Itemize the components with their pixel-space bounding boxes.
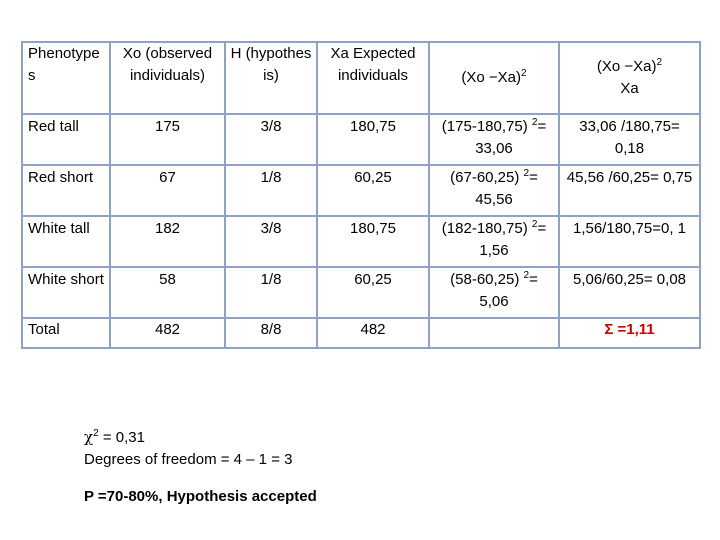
cell-diff-value: = 1,56 <box>479 220 547 259</box>
cell-h: 3/8 <box>225 114 317 165</box>
cell-diff-value: = 45,56 <box>475 169 538 208</box>
total-xa: 482 <box>317 318 429 348</box>
chi-square-notes <box>84 426 292 471</box>
header-h: H (hypothes is) <box>225 42 317 114</box>
cell-h: 3/8 <box>225 216 317 267</box>
total-label: Total <box>22 318 110 348</box>
header-phenotype: Phenotype s <box>22 42 110 114</box>
chi-value: = 0,31 <box>98 429 145 446</box>
cell-h: 1/8 <box>225 165 317 216</box>
total-h: 8/8 <box>225 318 317 348</box>
header-xo: Xo (observed individuals) <box>110 42 225 114</box>
cell-xa: 180,75 <box>317 216 429 267</box>
header-xa: Xa Expected individuals <box>317 42 429 114</box>
total-row <box>22 318 700 348</box>
cell-xo: 175 <box>110 114 225 165</box>
cell-diff-value: = 33,06 <box>475 118 547 157</box>
header-ratio-num: (Xo −Xa) <box>596 58 657 75</box>
cell-xo: 182 <box>110 216 225 267</box>
chi-exp: 2 <box>93 428 99 439</box>
table-row <box>22 216 700 267</box>
cell-ratio: 33,06 /180,75= 0,18 <box>559 114 700 165</box>
header-diff-squared <box>429 42 559 114</box>
cell-diff-squared <box>429 267 559 318</box>
cell-ratio: 1,56/180,75=0, 1 <box>559 216 700 267</box>
cell-diff-exp: 2 <box>523 270 530 281</box>
cell-xo: 67 <box>110 165 225 216</box>
cell-phenotype: Red short <box>22 165 110 216</box>
cell-xa: 60,25 <box>317 267 429 318</box>
cell-diff-exp: 2 <box>523 168 530 179</box>
cell-diff-exp: 2 <box>531 219 538 230</box>
chi-symbol: χ <box>84 428 94 446</box>
header-row <box>22 42 700 114</box>
p-value-conclusion: P =70-80%, Hypothesis accepted <box>84 488 317 505</box>
chi-sum: Σ =1,11 <box>559 318 700 348</box>
cell-ratio: 5,06/60,25= 0,08 <box>559 267 700 318</box>
cell-diff-squared <box>429 165 559 216</box>
total-xo: 482 <box>110 318 225 348</box>
cell-diff-expr: (67-60,25) <box>450 169 520 186</box>
cell-h: 1/8 <box>225 267 317 318</box>
cell-diff-value: = 5,06 <box>479 271 538 310</box>
cell-xa: 180,75 <box>317 114 429 165</box>
cell-phenotype: White short <box>22 267 110 318</box>
cell-xa: 60,25 <box>317 165 429 216</box>
cell-diff-expr: (58-60,25) <box>450 271 520 288</box>
cell-diff-squared <box>429 216 559 267</box>
chi-square-result <box>84 426 292 449</box>
total-diff-squared <box>429 318 559 348</box>
cell-phenotype: Red tall <box>22 114 110 165</box>
cell-phenotype: White tall <box>22 216 110 267</box>
header-diff-squared-text: (Xo −Xa) <box>461 69 522 86</box>
cell-diff-squared <box>429 114 559 165</box>
cell-diff-expr: (182-180,75) <box>441 220 528 237</box>
table-row <box>22 114 700 165</box>
table-row <box>22 267 700 318</box>
cell-ratio: 45,56 /60,25= 0,75 <box>559 165 700 216</box>
header-ratio-exp: 2 <box>656 57 663 68</box>
cell-diff-expr: (175-180,75) <box>441 118 528 135</box>
chi-square-table <box>21 41 701 349</box>
header-diff-squared-exp: 2 <box>521 68 527 79</box>
header-ratio <box>559 42 700 114</box>
table-row <box>22 165 700 216</box>
degrees-of-freedom: Degrees of freedom = 4 – 1 = 3 <box>84 451 293 468</box>
cell-xo: 58 <box>110 267 225 318</box>
header-ratio-den: Xa <box>620 80 639 97</box>
cell-diff-exp: 2 <box>531 117 538 128</box>
